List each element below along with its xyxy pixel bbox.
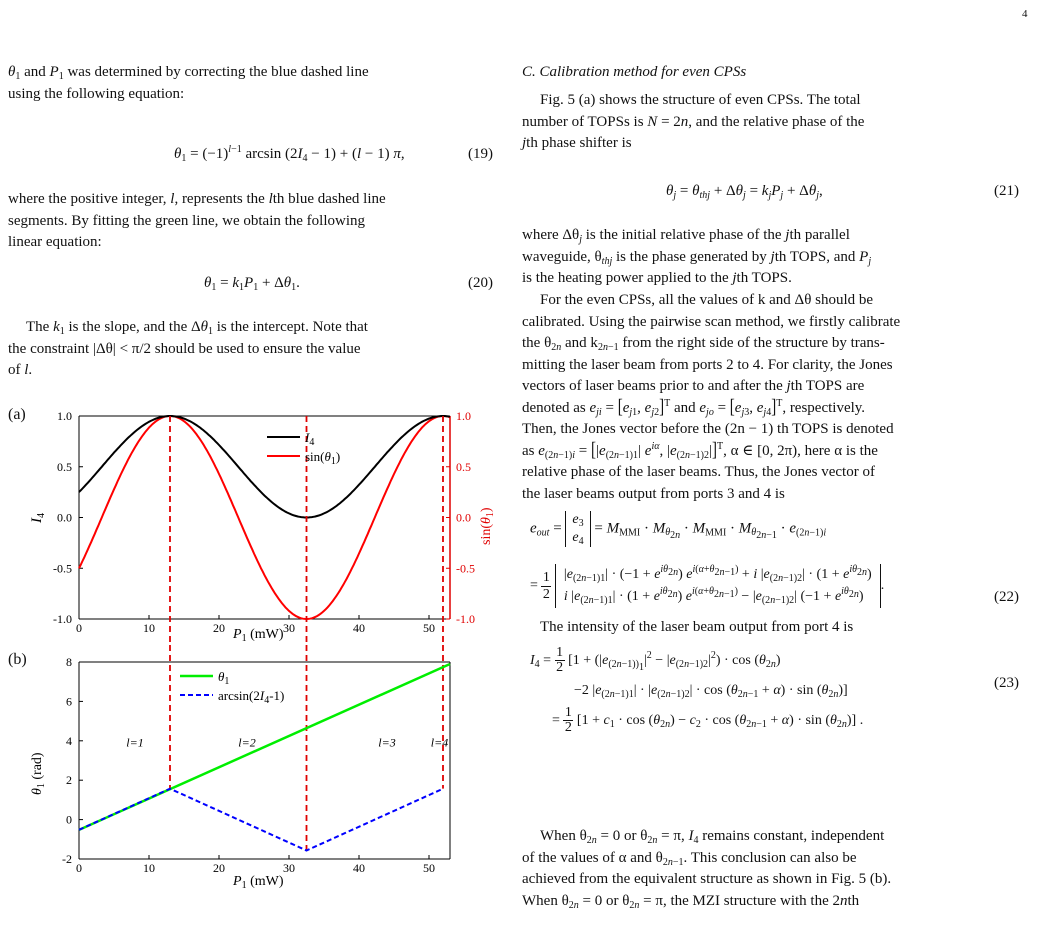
plot-a xyxy=(0,400,520,645)
plot-b-legend-theta1-label: $\theta_1$ xyxy=(218,669,230,687)
equation-22-line-2: = 1 2 $|e_{(2n-1)1}| \cdot (-1 + e^{i\theta_{2n}}) e^{i(\alpha+\theta_{2n-1})} + i$ $|e_{(2n-1)2}| \cdot (1 + e^{i\theta_{2n}})$ i $|e_{(2n-1)1}| \cdot (1 + e^{i\theta_{2n}}) e^{i(\alpha+\theta_{2n-1})} - |e_{(2n-1)2}|$ $(-1 + e^{i\theta_{2n}})$. xyxy=(530,564,885,606)
plot-a-x-tick-label: 50 xyxy=(423,621,435,635)
plot-b-region-label: l=4 xyxy=(430,735,449,750)
panel-b-label: (b) xyxy=(8,651,27,668)
plot-a-y-tick-label: 1.0 xyxy=(57,409,72,423)
plot-a-right-y-tick-label: -1.0 xyxy=(456,612,475,626)
right-para-1: Fig. 5 (a) shows the structure of even CPSs. The total number of TOPSs is N = 2n, and the relative phase of the jth phase shifter is xyxy=(522,92,865,151)
plot-a-right-y-tick-label: -0.5 xyxy=(456,561,475,576)
plot-b-y-tick-label: 0 xyxy=(66,812,72,827)
left-para-3: The $k_1$ is the slope, and the $\Delta\theta_1$ is the intercept. Note that the constraint |Δθ| < π/2 should be used to ensure the value of l. xyxy=(8,319,368,378)
plot-b-series-arcsin xyxy=(79,789,443,851)
plot-b-y-tick-label: 4 xyxy=(66,733,72,748)
equation-19-number: (19) xyxy=(468,146,493,162)
page-number: 4 xyxy=(1022,8,1028,20)
equation-21: $\theta_j = \theta_{thj} + \Delta\theta_j = k_jP_j + \Delta\theta_j$, xyxy=(666,183,823,201)
plot-a-x-tick-label: 40 xyxy=(353,621,365,635)
equation-23: $I_4 = 1$ 2 [$1 + (|e_{(2n-1))_1}|^2 - |e_{(2n-1)2}|^2) \cdot \cos (\theta_{2n})$ −2 $|e_{(2n-1)1}| \cdot |e_{(2n-1)2}| \cdot \cos (\theta_{2n-1} + \alpha) \cdot \sin (\theta_{2n})$] = 1 2 $[1 + c_1 \cdot \cos (\theta_{2n}) - c_2 \cdot \cos (\theta_{2n-1} + \alpha) \cdot \sin (\theta_{2n})]$ . xyxy=(530,645,864,736)
left-para-1: $\theta_1$ and $P_1$ was determined by correcting the blue dashed line using the following equation: xyxy=(8,64,369,102)
plot-a-legend-i4-label: $I_4$ xyxy=(305,430,315,448)
plot-a-x-tick-label: 10 xyxy=(143,621,155,635)
plot-a-y-axis-label: $I_4$ xyxy=(29,513,47,523)
plot-a-right-y-tick-label: 0.5 xyxy=(456,459,471,474)
equation-19: $\theta_1 = (-1)^{l-1}$ $\arcsin (2I_4 - 1) + (l - 1)$ π, xyxy=(174,144,405,164)
plot-b xyxy=(0,645,520,905)
plot-a-y-tick-label: 0.0 xyxy=(57,510,72,525)
plot-b-region-label: l=1 xyxy=(126,735,144,750)
plot-a-x-tick-label: 0 xyxy=(76,621,82,635)
equation-21-number: (21) xyxy=(994,183,1019,199)
plot-a-right-y-tick-label: 1.0 xyxy=(456,409,471,423)
plot-a-x-tick-label: 30 xyxy=(283,621,295,635)
left-para-2: where the positive integer, l, represents the lth blue dashed line segments. By fitting the green line, we obtain the following linear equation: xyxy=(8,191,386,250)
plot-b-y-tick-label: 2 xyxy=(66,773,72,788)
panel-a-label: (a) xyxy=(8,406,26,423)
equation-22-number: (22) xyxy=(994,589,1019,605)
plot-b-x-tick-label: 50 xyxy=(423,861,435,875)
plot-b-x-tick-label: 10 xyxy=(143,861,155,875)
equation-22-line-1: $e_{out} = e_3$ $e_4 = M_{MMI} \cdot M_{\theta_{2n}} \cdot M_{MMI} \cdot M_{\theta_{2n-1}} \cdot e_{(2n-1)i}$ xyxy=(530,512,827,547)
plot-b-y-axis-label: $\theta_1$ (rad) xyxy=(30,752,47,795)
right-para-5: When $\theta_{2n} = 0$ or $\theta_{2n} = \pi$, $I_4$ remains constant, independent of the values of α and $\theta_{2n-1}$. This conclusion can also be achieved from the equivalent structure as shown in Fig. 5 (b). When $\theta_{2n} = 0$ or $\theta_{2n} = \pi$, the MZI structure with the 2nth xyxy=(522,828,892,911)
plot-b-x-tick-label: 20 xyxy=(213,861,225,875)
plot-a-right-y-tick-label: 0.0 xyxy=(456,510,471,525)
plot-a-x-tick-label: 20 xyxy=(213,621,225,635)
plot-a-y-tick-label: -0.5 xyxy=(53,561,72,576)
plot-a-series-i4 xyxy=(79,416,450,518)
plot-b-y-tick-label: 6 xyxy=(66,694,72,709)
right-para-3: For the even CPSs, all the values of k and Δθ should be calibrated. Using the pairwise scan method, we firstly calibrate the $\theta_{2n}$ and $k_{2n-1}$ from the right side of the structure by trans- mitting the laser beam from ports 2 to 4. For clarity, the Jones vectors of laser beams prior to and after the jth TOPS are denoted as $e_{ji} = [e_{j1}$, $e_{j2}]^T$ and $e_{jo} = [e_{j3}$, $e_{j4}]^T$, respectively. Then, the Jones vector before the (2n − 1) th TOPS is denoted as $e_{(2n-1)i} = [|e_{(2n-1)1}|$ $e^{i\alpha}$, $|e_{(2n-1)2}|]^T$, α ∈ [0, 2π), here α is the relative phase of the laser beams. Thus, the Jones vector of the laser beams output from ports 3 and 4 is xyxy=(522,292,901,502)
plot-b-region-label: l=2 xyxy=(238,735,256,750)
plot-a-series-sin-theta1 xyxy=(79,416,450,619)
plot-a-right-y-axis-label: $\sin(\theta_1)$ xyxy=(479,507,496,545)
plot-a-y-tick-label: -1.0 xyxy=(53,612,72,626)
plot-b-y-tick-label: -2 xyxy=(62,852,72,866)
plot-a-y-tick-label: 0.5 xyxy=(57,459,72,474)
plot-b-y-tick-label: 8 xyxy=(66,655,72,669)
plot-b-x-axis-label: $P_1$ (mW) xyxy=(233,874,284,891)
plot-b-x-tick-label: 0 xyxy=(76,861,82,875)
equation-20-number: (20) xyxy=(468,275,493,291)
plot-b-x-tick-label: 40 xyxy=(353,861,365,875)
right-para-2: where $\Delta\theta_j$ is the initial relative phase of the jth parallel waveguide, $\theta_{thj}$ is the phase generated by jth TOPS, and $P_j$ is the heating power applied to the jth TOPS. xyxy=(522,227,872,286)
equation-23-number: (23) xyxy=(994,675,1019,691)
section-heading: C. Calibration method for even CPSs xyxy=(522,64,747,80)
plot-b-region-label: l=3 xyxy=(378,735,396,750)
plot-b-x-tick-label: 30 xyxy=(283,861,295,875)
equation-20: $\theta_1 = k_1P_1 + \Delta\theta_1$. xyxy=(204,275,300,293)
right-para-4: The intensity of the laser beam output from port 4 is xyxy=(540,619,854,635)
plot-a-x-axis-label: $P_1$ (mW) xyxy=(233,627,284,644)
plot-b-legend-arcsin-label: $\arcsin(2I_4-1)$ xyxy=(218,688,285,706)
plot-a-legend-sin-label: $\sin(\theta_1)$ xyxy=(305,449,341,467)
